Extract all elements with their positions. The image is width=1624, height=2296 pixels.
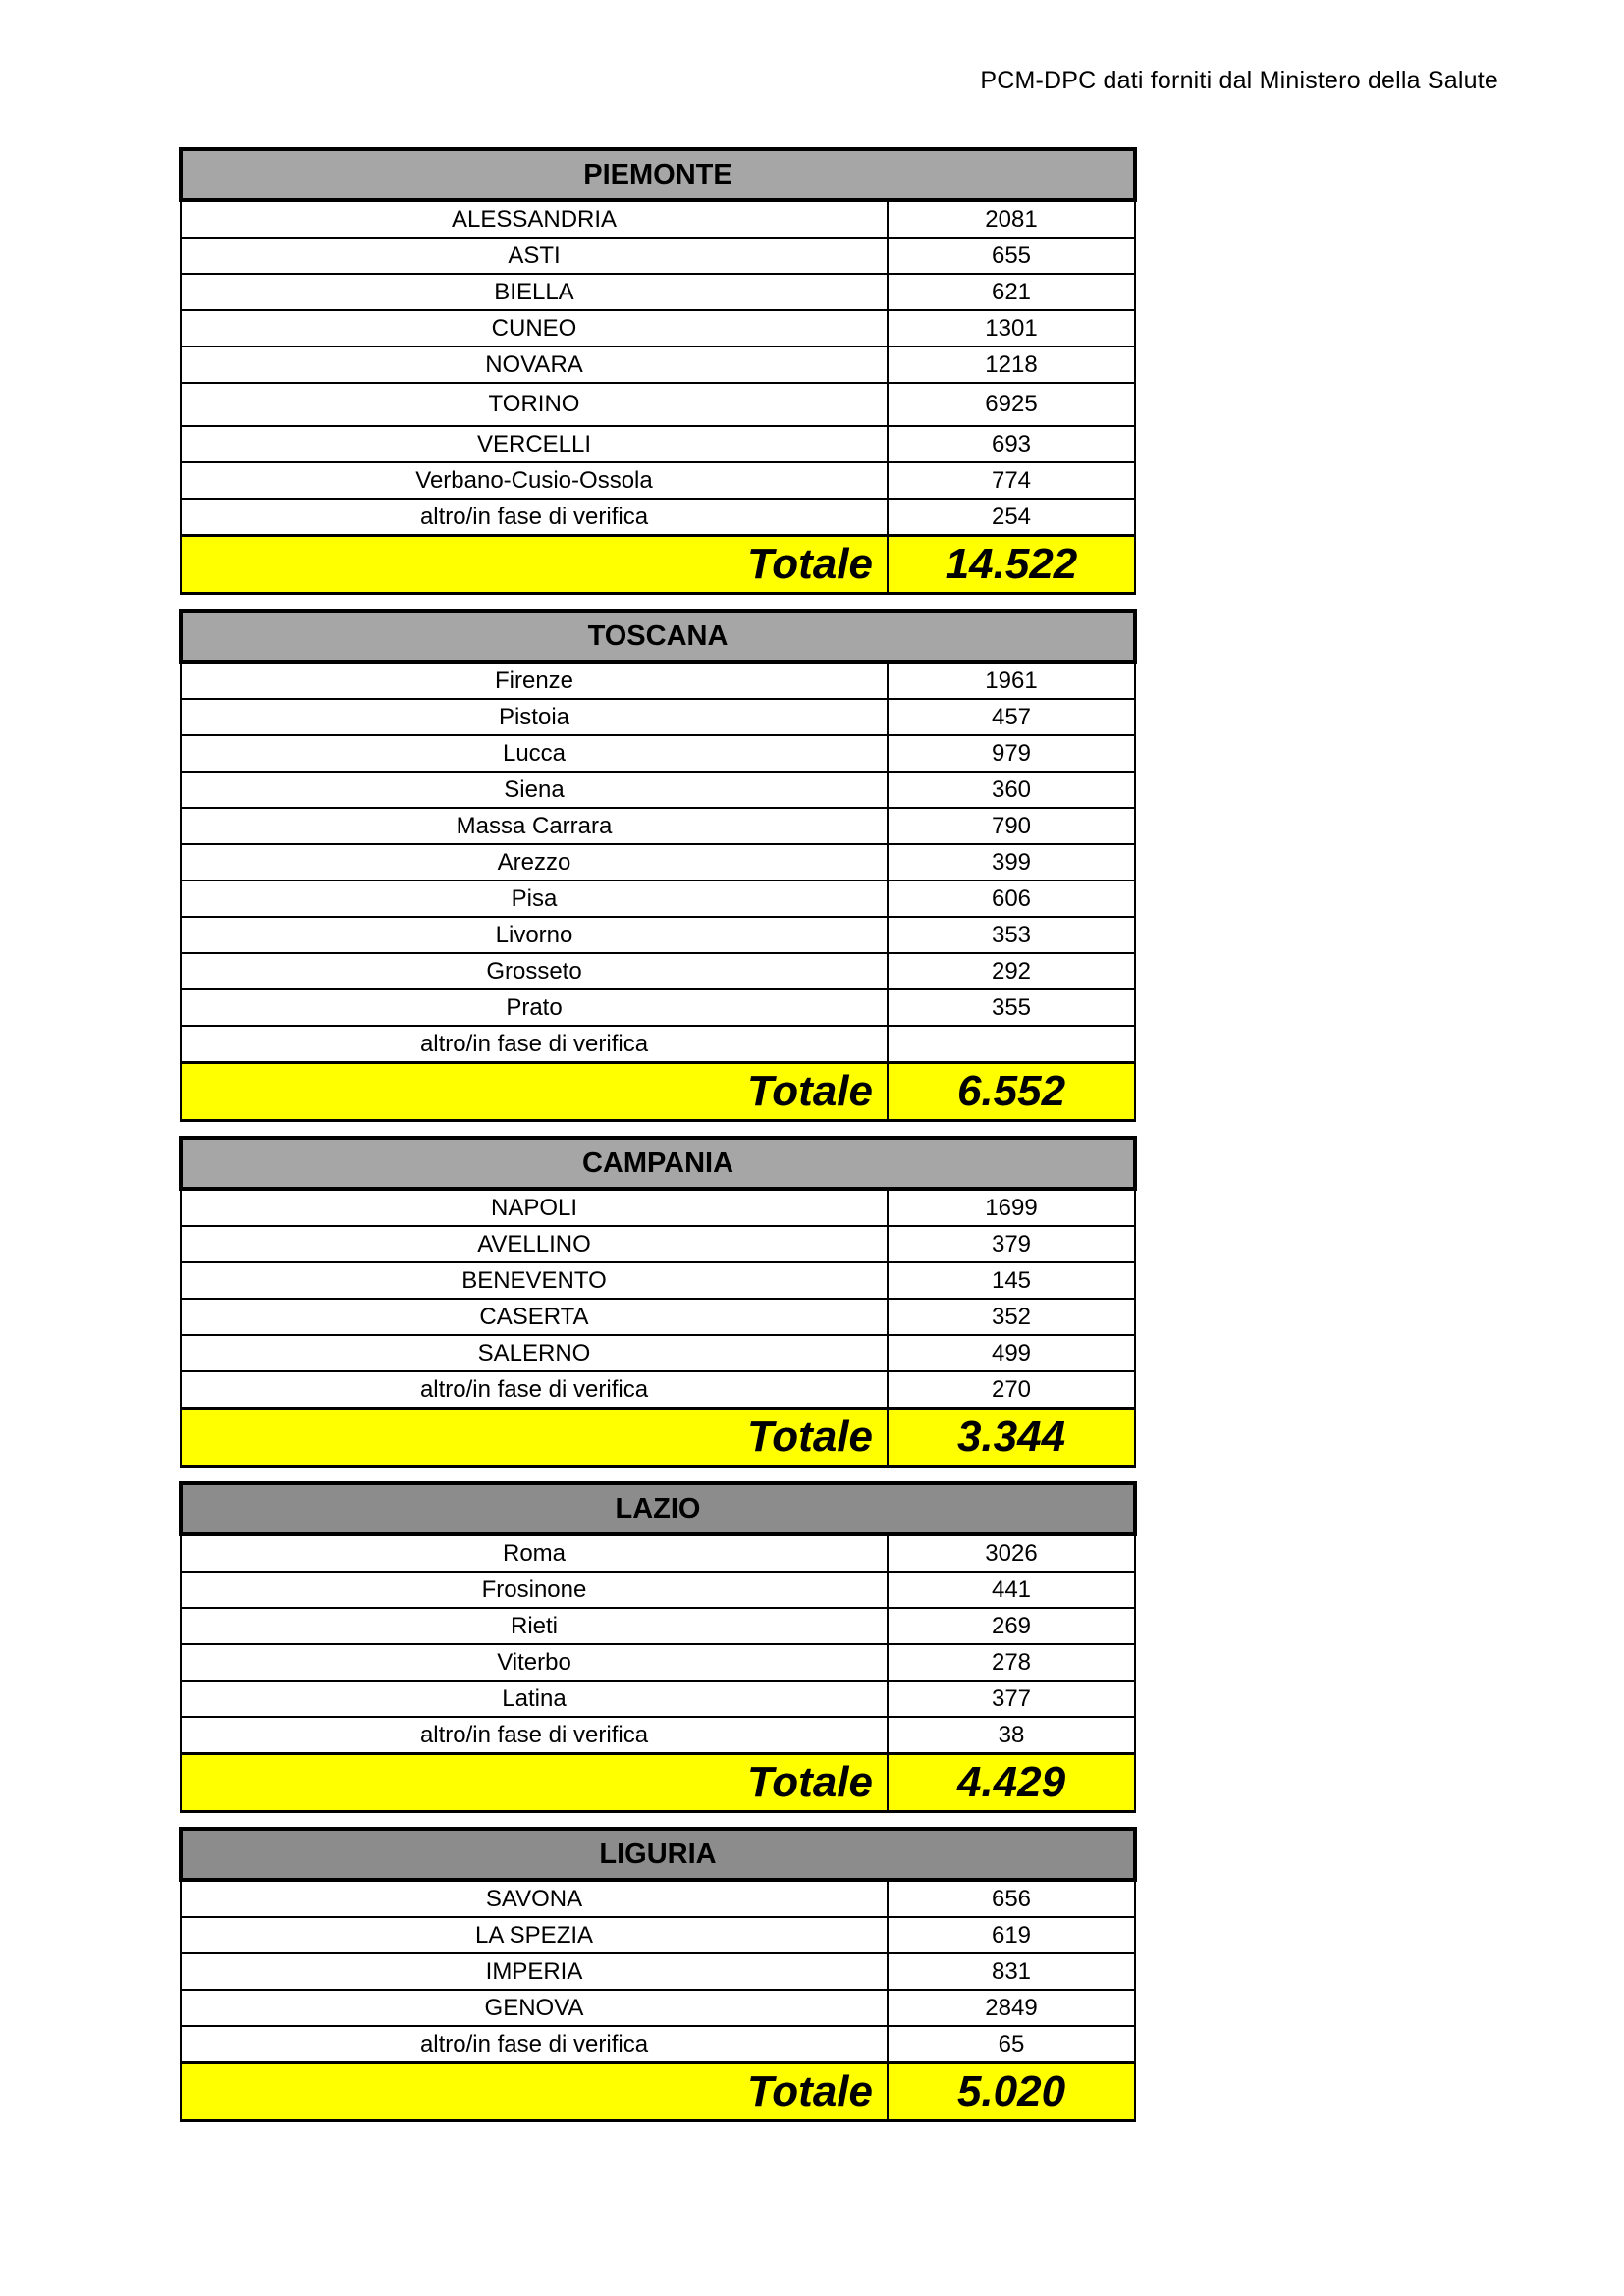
- table-row: [181, 1608, 1135, 1644]
- case-count: 270: [888, 1371, 1135, 1409]
- province-name: Latina: [181, 1681, 888, 1717]
- province-name: Frosinone: [181, 1572, 888, 1608]
- province-name: Massa Carrara: [181, 808, 888, 844]
- total-value: 4.429: [888, 1754, 1135, 1812]
- total-row: [181, 1754, 1135, 1812]
- case-count: 1218: [888, 347, 1135, 383]
- case-count: 145: [888, 1262, 1135, 1299]
- case-count: 606: [888, 881, 1135, 917]
- table-row: [181, 989, 1135, 1026]
- table-row: [181, 1262, 1135, 1299]
- province-name: GENOVA: [181, 1990, 888, 2026]
- table-row: [181, 1534, 1135, 1572]
- region-header-row: [181, 1829, 1135, 1880]
- region-table-campania: [179, 1136, 1137, 1468]
- case-count: 621: [888, 274, 1135, 310]
- total-value: 5.020: [888, 2063, 1135, 2121]
- region-title: CAMPANIA: [181, 1138, 1135, 1189]
- table-row: [181, 917, 1135, 953]
- region-header-row: [181, 611, 1135, 662]
- table-row: [181, 772, 1135, 808]
- region-title: LIGURIA: [181, 1829, 1135, 1880]
- total-row: [181, 536, 1135, 594]
- case-count: 65: [888, 2026, 1135, 2063]
- total-row: [181, 1409, 1135, 1467]
- table-row: [181, 1681, 1135, 1717]
- province-name: IMPERIA: [181, 1953, 888, 1990]
- case-count: 360: [888, 772, 1135, 808]
- province-name: Pistoia: [181, 699, 888, 735]
- total-label: Totale: [181, 1063, 888, 1121]
- province-name: AVELLINO: [181, 1226, 888, 1262]
- case-count: 1301: [888, 310, 1135, 347]
- case-count: 831: [888, 1953, 1135, 1990]
- region-title: TOSCANA: [181, 611, 1135, 662]
- province-name: Siena: [181, 772, 888, 808]
- case-count: [888, 1026, 1135, 1063]
- region-table-liguria: [179, 1827, 1137, 2122]
- case-count: 399: [888, 844, 1135, 881]
- total-label: Totale: [181, 1754, 888, 1812]
- table-row: [181, 1371, 1135, 1409]
- province-name: NOVARA: [181, 347, 888, 383]
- province-name: ASTI: [181, 238, 888, 274]
- province-name: CASERTA: [181, 1299, 888, 1335]
- table-row: [181, 1226, 1135, 1262]
- regions-container: [179, 147, 1133, 2136]
- case-count: 3026: [888, 1534, 1135, 1572]
- table-row: [181, 1917, 1135, 1953]
- province-name: Arezzo: [181, 844, 888, 881]
- table-row: [181, 1026, 1135, 1063]
- case-count: 656: [888, 1880, 1135, 1917]
- table-row: [181, 1953, 1135, 1990]
- case-count: 441: [888, 1572, 1135, 1608]
- case-count: 619: [888, 1917, 1135, 1953]
- province-name: LA SPEZIA: [181, 1917, 888, 1953]
- total-label: Totale: [181, 2063, 888, 2121]
- table-row: [181, 808, 1135, 844]
- case-count: 655: [888, 238, 1135, 274]
- province-name: Rieti: [181, 1608, 888, 1644]
- province-name: altro/in fase di verifica: [181, 1371, 888, 1409]
- case-count: 278: [888, 1644, 1135, 1681]
- table-row: [181, 274, 1135, 310]
- case-count: 269: [888, 1608, 1135, 1644]
- total-value: 6.552: [888, 1063, 1135, 1121]
- case-count: 352: [888, 1299, 1135, 1335]
- table-row: [181, 462, 1135, 499]
- case-count: 292: [888, 953, 1135, 989]
- total-row: [181, 1063, 1135, 1121]
- province-name: altro/in fase di verifica: [181, 1026, 888, 1063]
- case-count: 6925: [888, 383, 1135, 426]
- province-name: Pisa: [181, 881, 888, 917]
- table-row: [181, 1189, 1135, 1226]
- province-name: VERCELLI: [181, 426, 888, 462]
- province-name: SALERNO: [181, 1335, 888, 1371]
- table-row: [181, 238, 1135, 274]
- table-row: [181, 953, 1135, 989]
- table-row: [181, 844, 1135, 881]
- case-count: 774: [888, 462, 1135, 499]
- province-name: Verbano-Cusio-Ossola: [181, 462, 888, 499]
- case-count: 2849: [888, 1990, 1135, 2026]
- region-header-row: [181, 149, 1135, 200]
- province-name: BIELLA: [181, 274, 888, 310]
- table-row: [181, 1299, 1135, 1335]
- province-name: altro/in fase di verifica: [181, 499, 888, 536]
- case-count: 355: [888, 989, 1135, 1026]
- case-count: 979: [888, 735, 1135, 772]
- total-value: 14.522: [888, 536, 1135, 594]
- table-row: [181, 662, 1135, 699]
- case-count: 38: [888, 1717, 1135, 1754]
- table-row: [181, 347, 1135, 383]
- case-count: 254: [888, 499, 1135, 536]
- region-header-row: [181, 1138, 1135, 1189]
- total-row: [181, 2063, 1135, 2121]
- table-row: [181, 735, 1135, 772]
- region-title: PIEMONTE: [181, 149, 1135, 200]
- province-name: altro/in fase di verifica: [181, 2026, 888, 2063]
- case-count: 693: [888, 426, 1135, 462]
- table-row: [181, 200, 1135, 238]
- table-row: [181, 1572, 1135, 1608]
- case-count: 2081: [888, 200, 1135, 238]
- case-count: 457: [888, 699, 1135, 735]
- province-name: Grosseto: [181, 953, 888, 989]
- province-name: ALESSANDRIA: [181, 200, 888, 238]
- province-name: Lucca: [181, 735, 888, 772]
- table-row: [181, 1644, 1135, 1681]
- table-row: [181, 881, 1135, 917]
- province-name: Prato: [181, 989, 888, 1026]
- region-table-piemonte: [179, 147, 1137, 595]
- source-header: PCM-DPC dati forniti dal Ministero della Salute: [980, 67, 1498, 94]
- case-count: 353: [888, 917, 1135, 953]
- province-name: CUNEO: [181, 310, 888, 347]
- total-label: Totale: [181, 1409, 888, 1467]
- region-table-toscana: [179, 609, 1137, 1122]
- case-count: 379: [888, 1226, 1135, 1262]
- case-count: 1699: [888, 1189, 1135, 1226]
- province-name: BENEVENTO: [181, 1262, 888, 1299]
- table-row: [181, 310, 1135, 347]
- table-row: [181, 426, 1135, 462]
- case-count: 790: [888, 808, 1135, 844]
- table-row: [181, 499, 1135, 536]
- province-name: Livorno: [181, 917, 888, 953]
- total-label: Totale: [181, 536, 888, 594]
- case-count: 377: [888, 1681, 1135, 1717]
- table-row: [181, 1880, 1135, 1917]
- table-row: [181, 1335, 1135, 1371]
- table-row: [181, 2026, 1135, 2063]
- region-table-lazio: [179, 1481, 1137, 1813]
- province-name: Roma: [181, 1534, 888, 1572]
- province-name: TORINO: [181, 383, 888, 426]
- case-count: 1961: [888, 662, 1135, 699]
- total-value: 3.344: [888, 1409, 1135, 1467]
- table-row: [181, 699, 1135, 735]
- case-count: 499: [888, 1335, 1135, 1371]
- table-row: [181, 1717, 1135, 1754]
- table-row: [181, 383, 1135, 426]
- province-name: Viterbo: [181, 1644, 888, 1681]
- province-name: NAPOLI: [181, 1189, 888, 1226]
- region-header-row: [181, 1483, 1135, 1534]
- table-row: [181, 1990, 1135, 2026]
- province-name: SAVONA: [181, 1880, 888, 1917]
- province-name: altro/in fase di verifica: [181, 1717, 888, 1754]
- province-name: Firenze: [181, 662, 888, 699]
- region-title: LAZIO: [181, 1483, 1135, 1534]
